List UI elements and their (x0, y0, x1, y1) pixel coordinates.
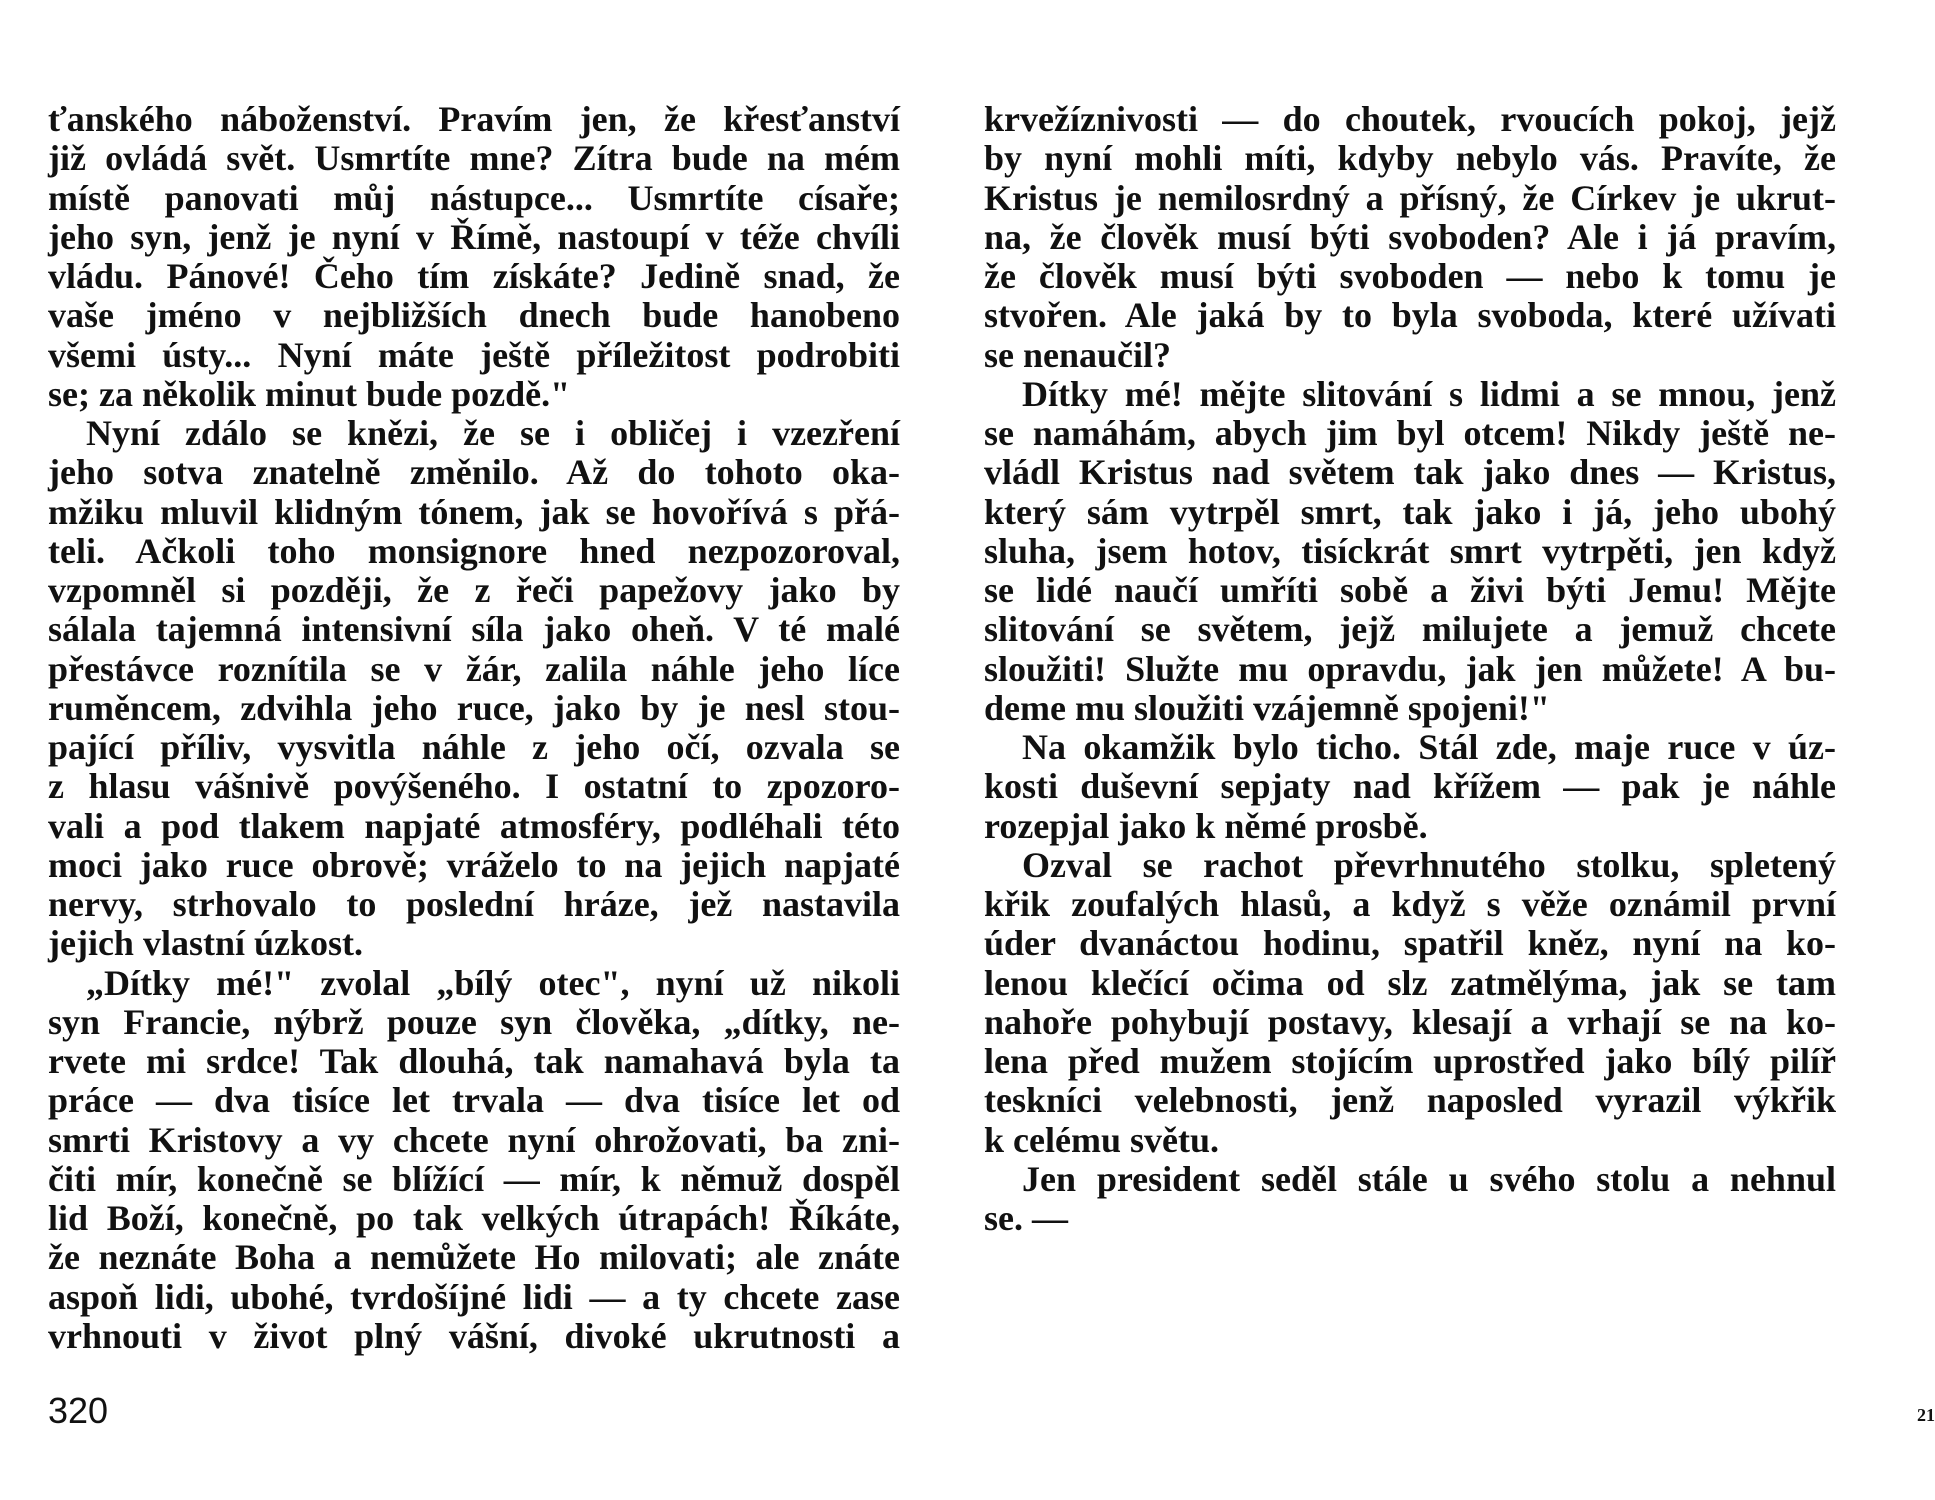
text-line: ruměncem, zdvihla jeho ruce, jako by je nesl stou- (48, 687, 900, 728)
text-line: k celému světu. (984, 1119, 1219, 1160)
text-line: krvežíznivosti — do choutek, rvoucích pokoj, jejž (984, 99, 1836, 139)
text-line: vrhnouti v život plný vášní, divoké ukrutnosti a (48, 1315, 900, 1356)
paragraph-first-line: Dítky mé! mějte slitování s lidmi a se mnou, jenž (1022, 373, 1836, 414)
text-line: úder dvanáctou hodinu, spatřil kněz, nyní na ko- (984, 923, 1836, 964)
right-text-column (984, 100, 1836, 1238)
text-line: se nenaučil? (984, 334, 1172, 375)
text-line: lenou klečící očima od slz zatmělýma, jak se tam (984, 962, 1836, 1003)
text-line: práce — dva tisíce let trvala — dva tisíce let od (48, 1080, 900, 1121)
text-line: z hlasu vášnivě povýšeného. I ostatní to zpozoro- (48, 766, 900, 807)
text-line: aspoň lidi, ubohé, tvrdošíjné lidi — a ty chcete zase (48, 1276, 900, 1317)
text-line: nahoře pohybují postavy, klesají a vrhají se na ko- (984, 1001, 1836, 1042)
paragraph-first-line: „Dítky mé!" zvolal „bílý otec", nyní už nikoli (86, 962, 900, 1003)
text-line: teskníci velebnosti, jenž naposled vyrazil výkřik (984, 1080, 1836, 1121)
text-line: vládu. Pánové! Čeho tím získáte? Jedině snad, že (48, 256, 900, 296)
text-line: sloužiti! Služte mu opravdu, jak jen můžete! A bu- (984, 648, 1836, 689)
text-line: mžiku mluvil klidným tónem, jak se hovořívá s přá- (48, 491, 900, 532)
text-line: se; za několik minut bude pozdě." (48, 373, 571, 414)
text-line: stvořen. Ale jaká by to byla svoboda, které užívati (984, 295, 1836, 336)
text-line: již ovládá svět. Usmrtíte mne? Zítra bude na mém (48, 138, 900, 179)
text-line: nervy, strhovalo to poslední hráze, jež nastavila (48, 884, 900, 924)
text-line: vali a pod tlakem napjaté atmosféry, podléhali této (48, 805, 900, 846)
text-line: čiti mír, konečně se blížící — mír, k němuž dospěl (48, 1158, 900, 1199)
text-line: všemi ústy... Nyní máte ještě příležitost podrobiti (48, 334, 900, 375)
text-line: syn Francie, nýbrž pouze syn člověka, „dítky, ne- (48, 1001, 900, 1042)
text-line: že neznáte Boha a nemůžete Ho milovati; ale znáte (48, 1237, 900, 1278)
text-line: lid Boží, konečně, po tak velkých útrapách! Říkáte, (48, 1198, 900, 1238)
text-line: vaše jméno v nejbližších dnech bude hanobeno (48, 295, 900, 336)
text-line: jeho syn, jenž je nyní v Římě, nastoupí v téže chvíli (48, 216, 900, 257)
text-line: by nyní mohli míti, kdyby nebylo vás. Pravíte, že (984, 138, 1836, 179)
left-text-column (48, 100, 900, 1356)
text-line: jeho sotva znatelně změnilo. Až do tohoto oka- (48, 452, 900, 493)
text-line: vládl Kristus nad světem tak jako dnes — Kristus, (984, 452, 1836, 493)
right-page (932, 0, 1935, 1500)
text-line: moci jako ruce obrově; vráželo to na jejich napjaté (48, 844, 900, 885)
text-line: deme mu sloužiti vzájemně spojeni!" (984, 687, 1550, 728)
text-line: slitování se světem, jejž milujete a jemuž chcete (984, 609, 1836, 650)
text-line: ťanského náboženství. Pravím jen, že křesťanství (48, 99, 900, 139)
text-line: vzpomněl si později, že z řeči papežovy jako by (48, 570, 900, 610)
text-line: teli. Ačkoli toho monsignore hned nezpozoroval, (48, 530, 900, 571)
text-line: který sám vytrpěl smrt, tak jako i já, jeho ubohý (984, 491, 1836, 532)
text-line: sluha, jsem hotov, tisíckrát smrt vytrpěti, jen když (984, 530, 1836, 571)
text-line: pající příliv, vysvitla náhle z jeho očí, ozvala se (48, 727, 900, 767)
text-line: že člověk musí býti svoboden — nebo k tomu je (984, 256, 1836, 296)
paragraph-first-line: Na okamžik bylo ticho. Stál zde, maje ruce v úz- (1022, 727, 1836, 767)
page-number: 320 (48, 1390, 109, 1431)
text-line: kosti duševní sepjaty nad křížem — pak je náhle (984, 766, 1836, 807)
left-page (0, 0, 932, 1500)
text-line: rozepjal jako k němé prosbě. (984, 805, 1428, 846)
page-number: 21 (1917, 1405, 1935, 1425)
text-line: místě panovati můj nástupce... Usmrtíte císaře; (48, 177, 900, 218)
text-line: se. — (984, 1198, 1068, 1238)
paragraph-first-line: Nyní zdálo se knězi, že se i obličej i vzezření (86, 413, 900, 453)
paragraph-first-line: Ozval se rachot převrhnutého stolku, spletený (1022, 844, 1836, 885)
text-line: na, že člověk musí býti svoboden? Ale i já pravím, (984, 216, 1836, 257)
text-line: křik zoufalých hlasů, a když s věže oznámil první (984, 884, 1836, 924)
text-line: rvete mi srdce! Tak dlouhá, tak namahavá byla ta (48, 1041, 900, 1081)
text-line: sálala tajemná intensivní síla jako oheň. V té malé (48, 609, 900, 650)
text-line: smrti Kristovy a vy chcete nyní ohrožovati, ba zni- (48, 1119, 900, 1160)
text-line: se lidé naučí umříti sobě a živi býti Jemu! Mějte (984, 570, 1836, 610)
text-line: jejich vlastní úzkost. (48, 923, 363, 964)
text-line: lena před mužem stojícím uprostřed jako bílý pilíř (984, 1041, 1836, 1081)
text-line: se namáhám, abych jim byl otcem! Nikdy ještě ne- (984, 413, 1836, 453)
text-line: přestávce roznítila se v žár, zalila náhle jeho líce (48, 648, 900, 689)
text-line: Kristus je nemilosrdný a přísný, že Církev je ukrut- (984, 177, 1836, 218)
paragraph-first-line: Jen president seděl stále u svého stolu a nehnul (1022, 1158, 1836, 1199)
